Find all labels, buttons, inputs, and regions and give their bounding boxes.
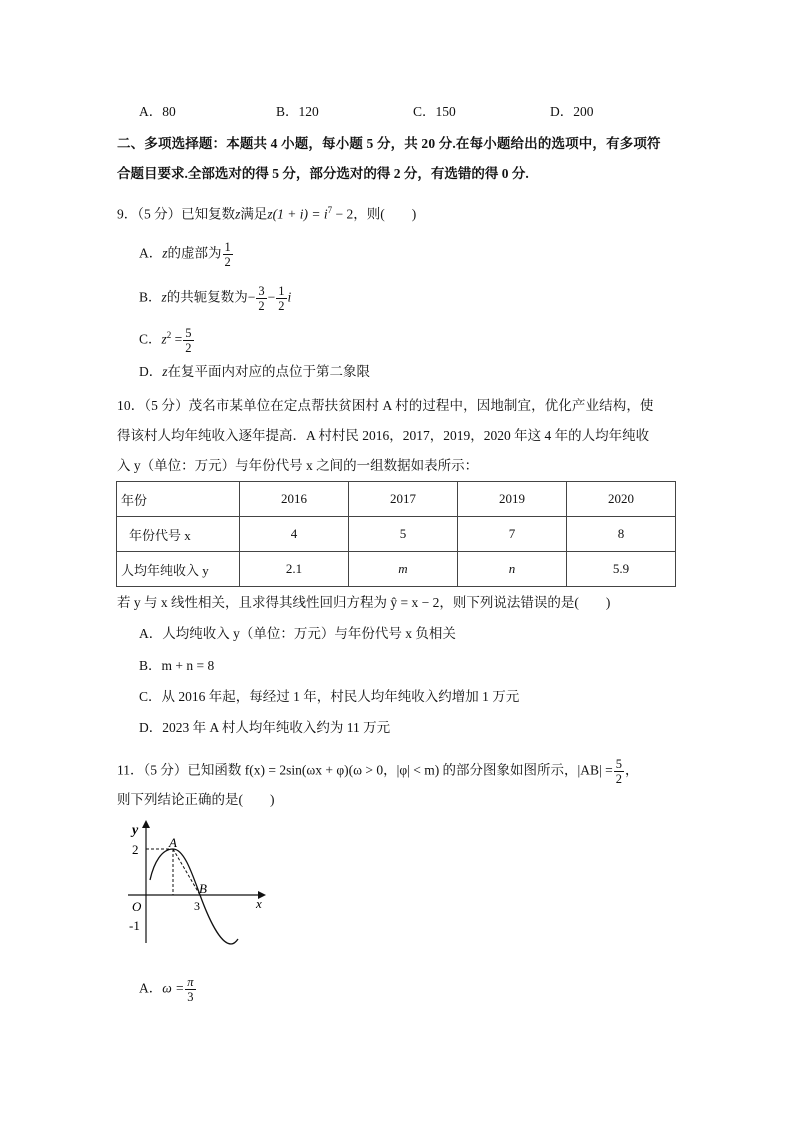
q11-sine-graph bbox=[120, 818, 280, 958]
table-cell: 5 bbox=[349, 517, 458, 552]
table-row bbox=[117, 517, 676, 552]
q10-stem-line1: 10．（5 分）茂名市某单位在定点帮扶贫困村 A 村的过程中，因地制宜，优化产业结构，使 bbox=[117, 398, 654, 413]
q9-var-z: z bbox=[235, 206, 241, 222]
table-cell: 年份代号 x bbox=[117, 517, 240, 552]
table-row bbox=[117, 482, 676, 517]
point-b-label: B bbox=[199, 881, 207, 896]
q11-a-fraction: $\frac{\pi}{3}$ bbox=[187, 975, 194, 1004]
q9-c-fraction: $\frac{5}{2}$ bbox=[185, 325, 192, 355]
table-cell: 人均年纯收入 y bbox=[117, 552, 240, 587]
q11-stem-line2: 则下列结论正确的是( ) bbox=[117, 792, 275, 807]
x-axis-label: x bbox=[256, 896, 262, 911]
q11-option-a: A．ω = $\frac{\pi}{3}$ bbox=[139, 975, 194, 1004]
q9-b-fraction-1: $\frac{3}{2}$ bbox=[258, 284, 265, 313]
tick-x-3: 3 bbox=[194, 899, 200, 913]
q10-after-table: 若 y 与 x 线性相关，且求得其线性回归方程为 ŷ = x − 2，则下列说法错误的是( ) bbox=[117, 595, 611, 610]
table-cell: 7 bbox=[458, 517, 567, 552]
table-cell: 2016 bbox=[240, 482, 349, 517]
section2-header-line1: 二、多项选择题：本题共 4 小题，每小题 5 分，共 20 分.在每小题给出的选项中，有多项符 bbox=[117, 136, 661, 151]
q10-option-d: D．2023 年 A 村人均年纯收入约为 11 万元 bbox=[139, 720, 391, 735]
q9-stem: 9．（5 分）已知复数z满足$z(1 + i) = i^7 - 2$，则( ) bbox=[117, 205, 417, 222]
table-cell: n bbox=[458, 552, 567, 587]
q9-option-a: A．z的虚部为 $\frac{1}{2}$ bbox=[139, 240, 231, 269]
q9-exponent: 7 bbox=[327, 205, 333, 215]
q9-equation: z(1 + i) = i bbox=[267, 206, 328, 222]
q10-option-a: A．人均纯收入 y（单位：万元）与年份代号 x 负相关 bbox=[139, 626, 456, 641]
dashed-segment-ab bbox=[173, 849, 200, 895]
q11-ab-fraction: $\frac{5}{2}$ bbox=[615, 757, 622, 786]
y-axis-label: y bbox=[132, 823, 139, 838]
q10-stem-line3: 入 y（单位：万元）与年份代号 x 之间的一组数据如表所示： bbox=[117, 458, 479, 473]
table-cell: 2020 bbox=[567, 482, 676, 517]
tick-y-2: 2 bbox=[132, 842, 139, 857]
table-cell: 2019 bbox=[458, 482, 567, 517]
table-cell: 2017 bbox=[349, 482, 458, 517]
table-cell: m bbox=[349, 552, 458, 587]
q8-option-d: D．200 bbox=[550, 104, 594, 119]
q10-option-c: C．从 2016 年起，每经过 1 年，村民人均年纯收入约增加 1 万元 bbox=[139, 689, 520, 704]
q9-option-d: D．z在复平面内对应的点位于第二象限 bbox=[139, 364, 371, 379]
origin-label: O bbox=[132, 899, 142, 914]
q11-stem-line1: 11．（5 分）已知函数 f(x) = 2sin(ωx + φ)(ω > 0，|φ| < m) 的部分图象如图所示，|AB| = $\frac{5}{2}$ ， bbox=[117, 757, 639, 786]
y-axis-arrow-icon bbox=[142, 820, 150, 828]
q8-option-a: A．80 bbox=[139, 104, 176, 119]
q10-stem-line2: 得该村人均年纯收入逐年提高．A 村村民 2016，2017，2019，2020 年这 4 年的人均年纯收 bbox=[117, 428, 650, 443]
table-cell: 年份 bbox=[117, 482, 240, 517]
q9-b-fraction-2: $\frac{1}{2}$ bbox=[278, 284, 285, 313]
table-row bbox=[117, 552, 676, 587]
table-cell: 2.1 bbox=[240, 552, 349, 587]
point-a-label: A bbox=[169, 835, 177, 850]
q8-option-b: B．120 bbox=[276, 104, 319, 119]
q9-option-b: B．z的共轭复数为− $\frac{3}{2}$ − $\frac{1}{2}$ i bbox=[139, 284, 292, 313]
table-cell: 8 bbox=[567, 517, 676, 552]
q8-option-c: C．150 bbox=[413, 104, 456, 119]
q10-option-b: B．m + n = 8 bbox=[139, 658, 215, 673]
table-cell: 5.9 bbox=[567, 552, 676, 587]
table-cell: 4 bbox=[240, 517, 349, 552]
tick-y-minus1: -1 bbox=[129, 918, 140, 933]
q9-a-fraction: $\frac{1}{2}$ bbox=[224, 240, 231, 269]
q9-option-c: C．$z^2$ = $\frac{5}{2}$ bbox=[139, 325, 192, 355]
q10-data-table bbox=[116, 481, 676, 587]
sine-curve bbox=[150, 849, 238, 944]
section2-header-line2: 合题目要求.全部选对的得 5 分，部分选对的得 2 分，有选错的得 0 分. bbox=[117, 166, 529, 181]
